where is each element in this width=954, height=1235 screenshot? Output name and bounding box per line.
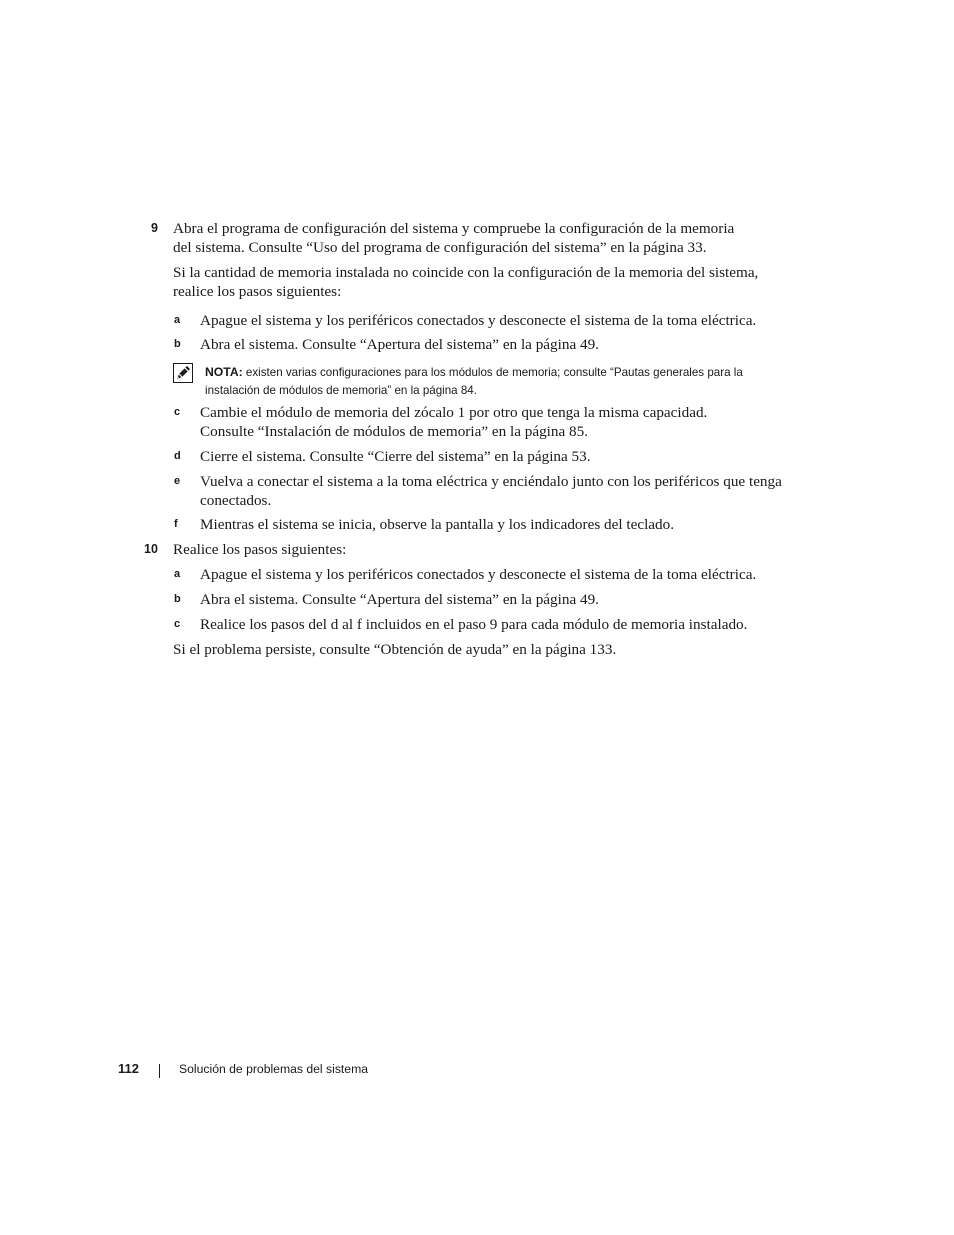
- substep-letter: b: [174, 593, 181, 605]
- substep-letter: a: [174, 314, 181, 326]
- substep-letter: c: [174, 618, 181, 630]
- substep-text: Cierre el sistema. Consulte “Cierre del sistema” en la página 53.: [200, 448, 591, 465]
- closing-paragraph: Si el problema persiste, consulte “Obtención de ayuda” en la página 133.: [173, 641, 617, 658]
- step-text-line: del sistema. Consulte “Uso del programa de configuración del sistema” en la página 33.: [173, 239, 707, 256]
- substep-text: Abra el sistema. Consulte “Apertura del sistema” en la página 49.: [200, 336, 599, 353]
- substep-text: Vuelva a conectar el sistema a la toma eléctrica y enciéndalo junto con los periféricos que tenga: [200, 473, 782, 490]
- note-pencil-icon: [173, 363, 193, 383]
- substep-letter: d: [174, 450, 181, 462]
- substep-letter: c: [174, 406, 181, 418]
- note-label: NOTA:: [205, 365, 243, 379]
- substep-letter: f: [174, 518, 178, 530]
- running-title: Solución de problemas del sistema: [179, 1062, 369, 1076]
- note-text: [205, 363, 805, 400]
- step-number: 10: [144, 542, 158, 556]
- substep-letter: a: [174, 568, 181, 580]
- substep-text: conectados.: [200, 492, 272, 509]
- substep-text: Mientras el sistema se inicia, observe la pantalla y los indicadores del teclado.: [200, 516, 675, 533]
- substep-text: Realice los pasos del d al f incluidos en el paso 9 para cada módulo de memoria instalado.: [200, 616, 748, 633]
- note-line2: instalación de módulos de memoria” en la página 84.: [205, 384, 477, 397]
- step-text-line: Realice los pasos siguientes:: [173, 541, 347, 558]
- step-number: 9: [151, 221, 158, 235]
- substep-text: Abra el sistema. Consulte “Apertura del sistema” en la página 49.: [200, 591, 599, 608]
- substep-letter: e: [174, 475, 181, 487]
- substep-text: Cambie el módulo de memoria del zócalo 1 por otro que tenga la misma capacidad.: [200, 404, 708, 421]
- step-paragraph-line: Si la cantidad de memoria instalada no coincide con la configuración de la memoria del sistema,: [173, 264, 759, 281]
- step-text-line: Abra el programa de configuración del sistema y compruebe la configuración de la memoria: [173, 220, 735, 237]
- note-line1: existen varias configuraciones para los módulos de memoria; consulte “Pautas generales para la: [242, 366, 743, 379]
- substep-letter: b: [174, 338, 181, 350]
- footer-separator: [159, 1064, 160, 1078]
- substep-text: Apague el sistema y los periféricos conectados y desconecte el sistema de la toma eléctrica.: [200, 312, 757, 329]
- substep-text: Consulte “Instalación de módulos de memoria” en la página 85.: [200, 423, 589, 440]
- page-number: 112: [118, 1061, 139, 1076]
- step-paragraph-line: realice los pasos siguientes:: [173, 283, 342, 300]
- substep-text: Apague el sistema y los periféricos conectados y desconecte el sistema de la toma eléctrica.: [200, 566, 757, 583]
